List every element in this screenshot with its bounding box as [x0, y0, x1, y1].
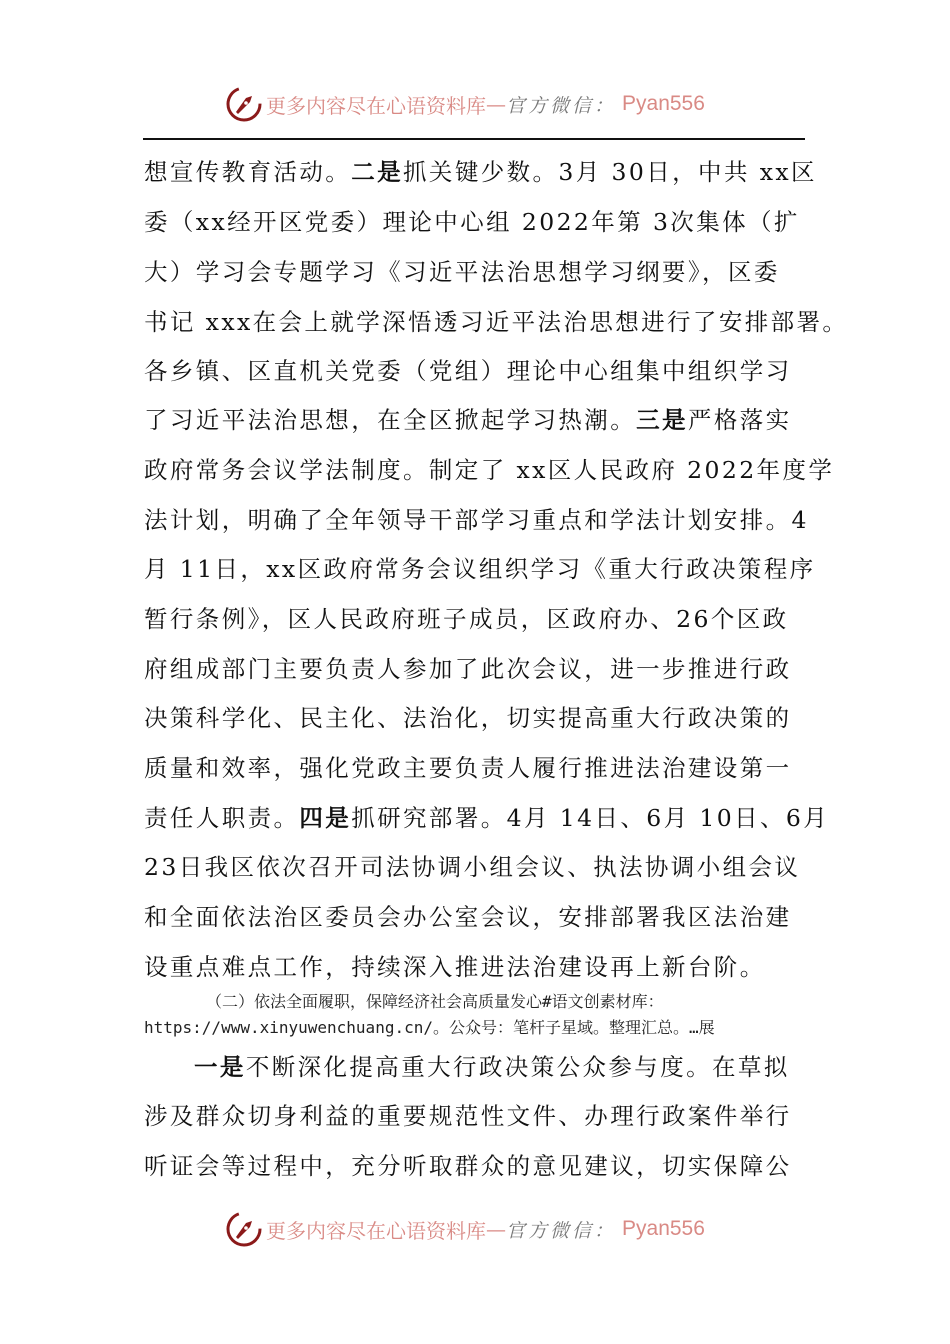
bold-marker: 四是	[299, 804, 352, 832]
pen-nib-logo-icon	[226, 1211, 262, 1247]
bold-marker: 三是	[636, 406, 688, 434]
bold-marker: 二是	[351, 158, 404, 186]
section-heading: （二）依法全面履职，保障经济社会高质量发心#语文创素材库：	[206, 992, 664, 1011]
body-line: 暂行条例》，区人民政府班子成员，区政府办、26个区政	[144, 605, 789, 633]
body-line: 政府常务会议学法制度。制定了 xx区人民政府 2022年度学	[144, 456, 835, 484]
body-line: 决策科学化、民主化、法治化，切实提高重大行政决策的	[144, 704, 792, 732]
body-line: 法计划，明确了全年领导干部学习重点和学法计划安排。4	[144, 506, 809, 534]
body-line: 各乡镇、区直机关党委（党组）理论中心组集中组织学习	[144, 357, 792, 385]
banner-dash: —	[486, 1217, 506, 1241]
banner-wechat-label: 官方微信：	[506, 1219, 617, 1242]
body-line: 想宣传教育活动。二是抓关键少数。3月 30日，中共 xx区	[144, 158, 817, 186]
body-line: 23日我区依次召开司法协调小组会议、执法协调小组会议	[144, 853, 801, 881]
body-line: 书记 xxx在会上就学深悟透习近平法治思想进行了安排部署。	[144, 308, 849, 336]
body-line: 和全面依法治区委员会办公室会议，安排部署我区法治建	[144, 903, 792, 931]
banner-text: 更多内容尽在心语资料库	[266, 1218, 486, 1243]
body-line: 一是不断深化提高重大行政决策公众参与度。在草拟	[194, 1053, 790, 1081]
pen-nib-logo-icon	[226, 86, 262, 122]
body-line: 涉及群众切身利益的重要规范性文件、办理行政案件举行	[144, 1102, 792, 1130]
banner-wechat-id: Pyan556	[622, 92, 705, 115]
body-line: 了习近平法治思想，在全区掀起学习热潮。三是严格落实	[144, 406, 792, 434]
banner-wechat-id: Pyan556	[622, 1217, 705, 1240]
footer-banner[interactable]	[226, 1209, 705, 1249]
body-line: 听证会等过程中，充分听取群众的意见建议，切实保障公	[144, 1152, 792, 1180]
body-line: 委（xx经开区党委）理论中心组 2022年第 3次集体（扩	[144, 208, 800, 236]
body-line: 质量和效率，强化党政主要负责人履行推进法治建设第一	[144, 754, 792, 782]
body-line: 大）学习会专题学习《习近平法治思想学习纲要》，区委	[144, 258, 780, 286]
body-line: 月 11日，xx区政府常务会议组织学习《重大行政决策程序	[144, 555, 816, 583]
body-line: 责任人职责。四是抓研究部署。4月 14日、6月 10日、6月	[144, 804, 830, 832]
banner-text: 更多内容尽在心语资料库	[266, 93, 486, 118]
body-line: 府组成部门主要负责人参加了此次会议，进一步推进行政	[144, 655, 792, 683]
bold-marker: 一是	[194, 1053, 246, 1081]
banner-wechat-label: 官方微信：	[506, 94, 617, 117]
header-rule	[143, 138, 805, 140]
header-banner[interactable]	[226, 84, 705, 124]
banner-dash: —	[486, 92, 506, 116]
section-heading-link[interactable]: https://www.xinyuwenchuang.cn/。公众号：笔杆子星域。整理汇总。…展	[144, 1018, 715, 1037]
body-line: 设重点难点工作，持续深入推进法治建设再上新台阶。	[144, 953, 766, 981]
